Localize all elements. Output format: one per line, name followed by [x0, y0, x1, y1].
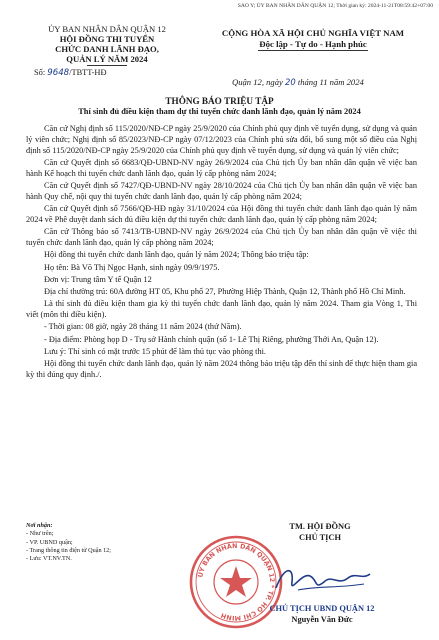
issue-date-prefix: Quận 12, ngày: [232, 77, 285, 87]
document-number-value: 9648: [47, 68, 70, 78]
issue-date: [232, 77, 364, 87]
body-paragraph: Căn cứ Quyết định số 7427/QĐ-UBND-NV ngày 28/10/2024 của Chủ tịch Ủy ban nhân dân quận về việc ban hành Quy chế, nội quy thi tuyển chức danh lãnh đạo, quản lý cấp phòng năm 2024;: [26, 181, 417, 202]
body-paragraph: Căn cứ Nghị định số 115/2020/NĐ-CP ngày 25/9/2020 của Chính phủ quy định về tuyển dụng, sử dụng và quản lý viên chức; Nghị định số 85/2023/NĐ-CP ngày 07/12/2023 của Chính phủ sửa đổi, bổ sung một số điều của Nghị định số 115/2020/NĐ-CP ngày 25/9/2020 của Chính phủ quy định về tuyển dụng, sử dụng và quản lý viên chức;: [26, 124, 417, 155]
agency-line-4: QUẢN LÝ NĂM 2024: [66, 54, 148, 64]
body-paragraph: Căn cứ Quyết định số 6683/QĐ-UBND-NV ngày 26/9/2024 của Chủ tịch Ủy ban nhân dân quận về việc ban hành Kế hoạch thi tuyển chức danh lãnh đạo, quản lý cấp phòng năm 2024;: [26, 158, 417, 178]
signer-title-2: CHỦ TỊCH: [299, 532, 341, 542]
signer-name: Nguyễn Văn Đức: [291, 614, 353, 624]
recipient-item: - Lưu: VT.NV.TN.: [26, 555, 72, 563]
body-paragraph: Là thí sinh đủ điều kiện tham gia kỳ thi tuyển chức danh lãnh đạo, quản lý năm 2024. Tham gia Vòng 1, Thi viết (môn thi điều kiện).: [26, 299, 417, 320]
body-paragraph: Căn cứ Thông báo số 7413/TB-UBND-NV ngày 26/9/2024 của Chủ tịch Ủy ban nhân dân quận về việc thi tuyển chức danh lãnh đạo, quản lý cấp phòng năm 2024;: [26, 227, 417, 248]
motto-underline: [258, 50, 368, 51]
issue-date-suffix: tháng 11 năm 2024: [295, 77, 364, 87]
seal-text: ỦY BAN NHÂN DÂN QUẬN 12 * TP. HỒ CHÍ MINH: [196, 541, 277, 623]
candidate-address: Địa chỉ thường trú: 60A đường HT 05, Khu phố 27, Phường Hiệp Thành, Quận 12, Thành phố Hồ Chí Minh.: [44, 287, 406, 297]
national-motto: Độc lập - Tự do - Hạnh phúc: [259, 38, 367, 49]
document-number-label: Số:: [34, 68, 46, 77]
document-number: [22, 68, 192, 78]
body-paragraph: Hội đồng thi tuyển chức danh lãnh đạo, quản lý năm 2024; Thông báo triệu tập:: [44, 250, 309, 260]
issue-date-day: 20: [285, 77, 296, 87]
document-number-suffix: /TBTT-HĐ: [69, 68, 107, 77]
document-body: [26, 124, 417, 382]
agency-line-3: CHỨC DANH LÃNH ĐẠO,: [55, 44, 159, 54]
agency-underline: [87, 65, 127, 66]
signer-title-block: [250, 522, 390, 543]
closing-paragraph: Hội đồng thi tuyển chức danh lãnh đạo, quản lý năm 2024 thông báo triệu tập đến thí sinh để thực hiện tham gia kỳ thi đúng quy định./.: [26, 358, 417, 379]
nation-title: CỘNG HÒA XÃ HỘI CHỦ NGHĨA VIỆT NAM: [221, 28, 405, 38]
recipient-item: - Trang thông tin điện tử Quận 12;: [26, 546, 111, 554]
agency-line-2: HỘI ĐỒNG THI TUYỂN: [59, 34, 155, 44]
recipient-item: - Như trên;: [26, 530, 54, 538]
document-title: THÔNG BÁO TRIỆU TẬP: [165, 96, 274, 106]
issuing-agency-block: [22, 24, 192, 78]
signer-title-1: TM. HỘI ĐỒNG: [289, 522, 351, 531]
candidate-unit: Đơn vị: Trung tâm Y tế Quận 12: [44, 274, 152, 284]
exam-time: - Thời gian: 08 giờ, ngày 28 tháng 11 năm 2024 (thứ Năm).: [44, 322, 242, 332]
recipient-item: - VP. UBND quận;: [26, 538, 73, 546]
handwritten-signature-icon: [268, 560, 378, 600]
signer-name-block: [252, 604, 392, 625]
document-subtitle: Thí sinh đủ điều kiện tham dự thi tuyển chức danh lãnh đạo, quản lý năm 2024: [78, 107, 361, 116]
recipients-heading: Nơi nhận:: [26, 522, 53, 529]
digital-signature-stamp: SAO Y; ỦY BAN NHÂN DÂN QUẬN 12; Thời gian ký: 2024-11-21T08:59:42+07:00: [237, 3, 433, 9]
national-header: [198, 28, 428, 51]
exam-location: - Địa điểm: Phòng họp D - Trụ sở Hành chính quận (số 1- Lê Thị Riêng, phường Thới An, Quận 12).: [44, 334, 379, 344]
body-paragraph: Căn cứ Quyết định số 7566/QĐ-HĐ ngày 31/10/2024 của Hội đồng thi tuyển chức danh lãnh đạo quản lý năm 2024 về Phê duyệt danh sách đủ điều kiện dự thi tuyển chức danh lãnh đạo, quản lý cấp phòng năm 2024;: [26, 204, 417, 225]
agency-line-1: ỦY BAN NHÂN DÂN QUẬN 12: [48, 24, 166, 34]
signer-role: CHỦ TỊCH UBND QUẬN 12: [269, 604, 375, 613]
recipients-block: [26, 522, 111, 563]
exam-note: Lưu ý: Thí sinh có mặt trước 15 phút để làm thủ tục vào phòng thi.: [44, 346, 267, 356]
candidate-name: Họ tên: Bà Võ Thị Ngọc Hạnh, sinh ngày 09/9/1975.: [44, 262, 220, 272]
